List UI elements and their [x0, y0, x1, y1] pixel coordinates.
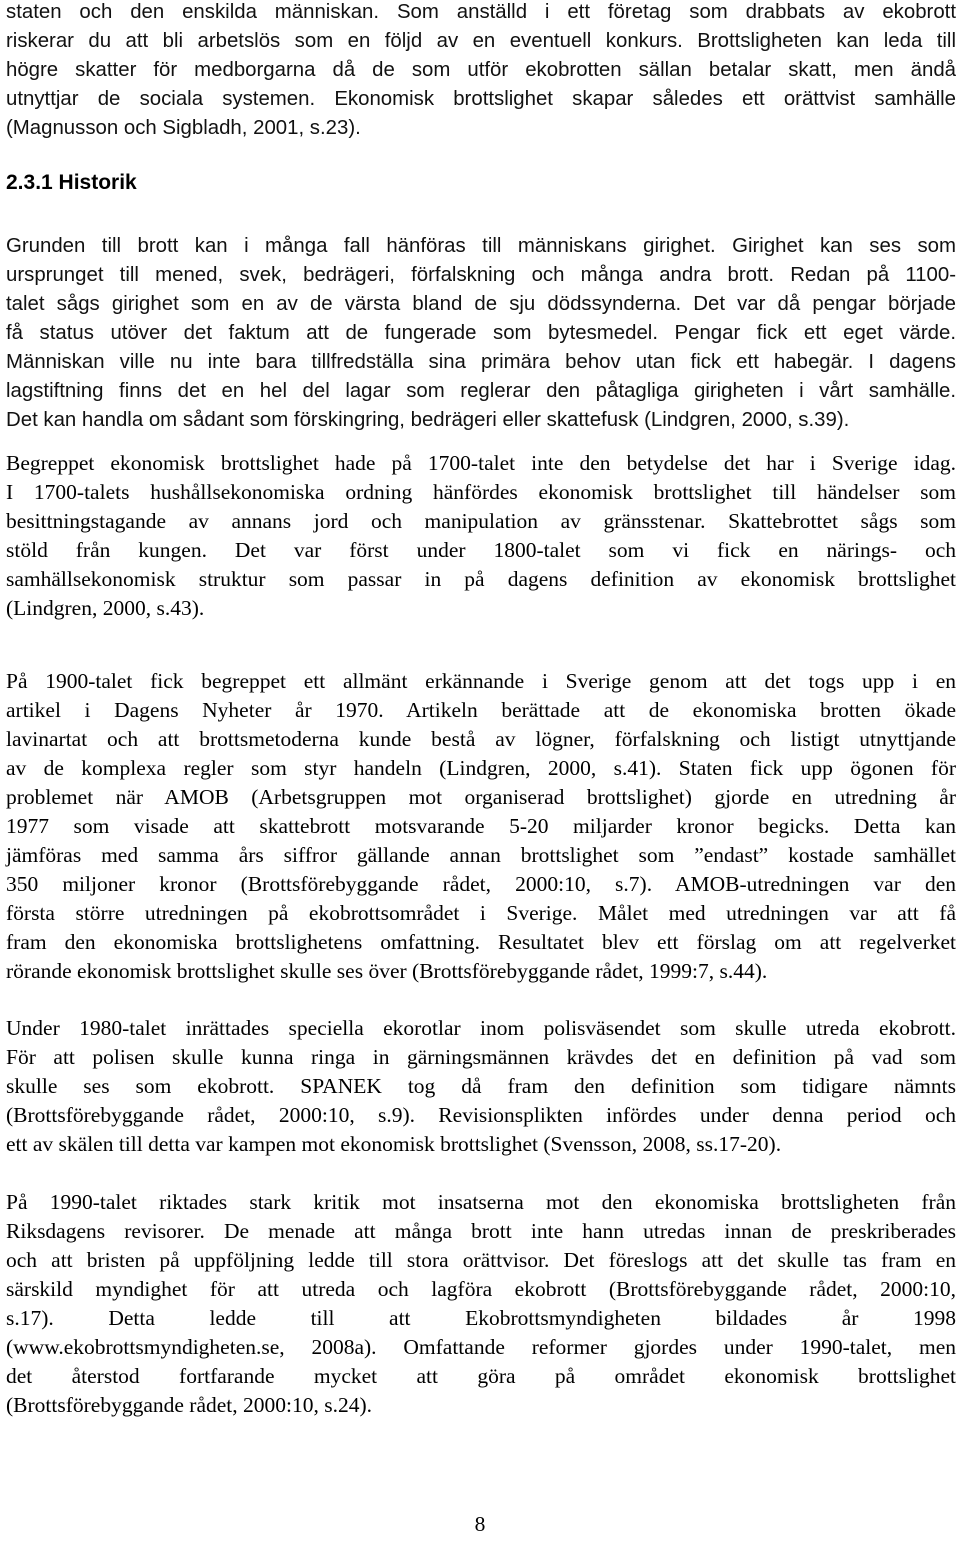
text-line: I 1700-talets hushållsekonomiska ordning hänfördes ekonomisk brottslighet till händelser som: [6, 480, 956, 504]
text-line: 350 miljoner kronor (Brottsförebyggande rådet, 2000:10, s.7). AMOB-utredningen var den: [6, 872, 956, 896]
text-line: särskild myndighet för att utreda och lagföra ekobrott (Brottsförebyggande rådet, 2000:10,: [6, 1277, 956, 1301]
text-line: få status utöver det faktum att de fungerade som bytesmedel. Pengar fick ett eget värde.: [6, 322, 956, 344]
text-line: staten och den enskilda människan. Som anställd i ett företag som drabbats av ekobrott: [6, 1, 956, 23]
text-line: 1977 som visade att skattebrott motsvarande 5-20 miljarder kronor begicks. Detta kan: [6, 814, 956, 838]
text-line: skulle ses som ekobrott. SPANEK tog då fram den definition som tidigare nämnts: [6, 1074, 956, 1098]
text-line: s.17). Detta ledde till att Ekobrottsmyndigheten bildades år 1998: [6, 1306, 956, 1330]
text-line: På 1900-talet fick begreppet ett allmänt erkännande i Sverige genom att det togs upp i en: [6, 669, 956, 693]
text-line: av de komplexa regler som styr handeln (Lindgren, 2000, s.41). Staten fick upp ögonen för: [6, 756, 956, 780]
paragraph-1990-talet: [6, 1188, 956, 1420]
text-line: besittningstagande av annans jord och manipulation av gränsstenar. Skattebrottet sågs som: [6, 509, 956, 533]
text-line: (www.ekobrottsmyndigheten.se, 2008a). Omfattande reformer gjordes under 1990-talet, men: [6, 1335, 956, 1359]
section-heading: 2.3.1 Historik: [6, 171, 137, 194]
text-line: riskerar du att bli arbetslös som en följd av en eventuell konkurs. Brottsligheten kan leda till: [6, 30, 956, 52]
text-line: För att polisen skulle kunna ringa in gärningsmännen krävdes det en definition på vad som: [6, 1045, 956, 1069]
text-line: första större utredningen på ekobrottsområdet i Sverige. Målet med utredningen var att få: [6, 901, 956, 925]
text-line: utnyttjar de sociala systemen. Ekonomisk brottslighet skapar således ett orättvist samhälle: [6, 88, 956, 110]
text-line: Det kan handla om sådant som förskingring, bedrägeri eller skattefusk (Lindgren, 2000, s.39).: [6, 409, 850, 431]
text-line: jämföras med samma års siffror gällande annan brottslighet som ”endast” kostade samhället: [6, 843, 956, 867]
text-line: Under 1980-talet inrättades speciella ekorotlar inom polisväsendet som skulle utreda ekobrott.: [6, 1016, 956, 1040]
paragraph-1980-talet: [6, 1014, 956, 1159]
text-line: Grunden till brott kan i många fall hänföras till människans girighet. Girighet kan ses som: [6, 235, 956, 257]
text-line: högre skatter för medborgarna då de som utför ekobrotten sällan betalar skatt, men ändå: [6, 59, 956, 81]
text-line: Riksdagens revisorer. De menade att många brott inte hann utredas innan de preskriberades: [6, 1219, 956, 1243]
text-line: På 1990-talet riktades stark kritik mot insatserna mot den ekonomiska brottsligheten från: [6, 1190, 956, 1214]
text-line: stöld från kungen. Det var först under 1800-talet som vi fick en närings- och: [6, 538, 956, 562]
text-line: fram den ekonomiska brottslighetens omfattning. Resultatet blev ett förslag om att regelverket: [6, 930, 956, 954]
intro-paragraph: [6, 0, 956, 143]
paragraph-1900-talet: [6, 667, 956, 986]
text-line: problemet när AMOB (Arbetsgruppen mot organiserad brottslighet) gjorde en utredning år: [6, 785, 956, 809]
text-line: och att bristen på uppföljning ledde till stora orättvisor. Det föreslogs att det skulle tas fram en: [6, 1248, 956, 1272]
text-line: Begreppet ekonomisk brottslighet hade på 1700-talet inte den betydelse det har i Sverige idag.: [6, 451, 956, 475]
page-number: 8: [474, 1512, 486, 1536]
text-line: lavinartat och att brottsmetoderna kunde bestå av lögner, förfalskning och listigt utnyttjande: [6, 727, 956, 751]
paragraph-1700-talet: [6, 449, 956, 623]
text-line: artikel i Dagens Nyheter år 1970. Artikeln berättade att de ekonomiska brotten ökade: [6, 698, 956, 722]
text-line: rörande ekonomisk brottslighet skulle ses över (Brottsförebyggande rådet, 1999:7, s.44).: [6, 959, 768, 983]
text-line: (Lindgren, 2000, s.43).: [6, 596, 205, 620]
text-line: ett av skälen till detta var kampen mot ekonomisk brottslighet (Svensson, 2008, ss.17-20).: [6, 1132, 782, 1156]
text-line: samhällsekonomisk struktur som passar in på dagens definition av ekonomisk brottslighet: [6, 567, 956, 591]
text-line: talet sågs girighet som en av de värsta bland de sju dödssynderna. Det var då pengar började: [6, 293, 956, 315]
text-line: (Brottsförebyggande rådet, 2000:10, s.9). Revisionsplikten infördes under denna period och: [6, 1103, 956, 1127]
text-line: Människan ville nu inte bara tillfredställa sina primära behov utan fick ett habegär. I dagens: [6, 351, 956, 373]
text-line: ursprunget till mened, svek, bedrägeri, förfalskning och många andra brott. Redan på 1100-: [6, 264, 956, 286]
text-line: (Brottsförebyggande rådet, 2000:10, s.24).: [6, 1393, 373, 1417]
text-line: (Magnusson och Sigbladh, 2001, s.23).: [6, 117, 361, 139]
text-line: det återstod fortfarande mycket att göra på området ekonomisk brottslighet: [6, 1364, 956, 1388]
text-line: lagstiftning finns det en hel del lagar som reglerar den påtagliga girigheten i vårt samhälle.: [6, 380, 956, 402]
paragraph-girighet: [6, 232, 956, 435]
